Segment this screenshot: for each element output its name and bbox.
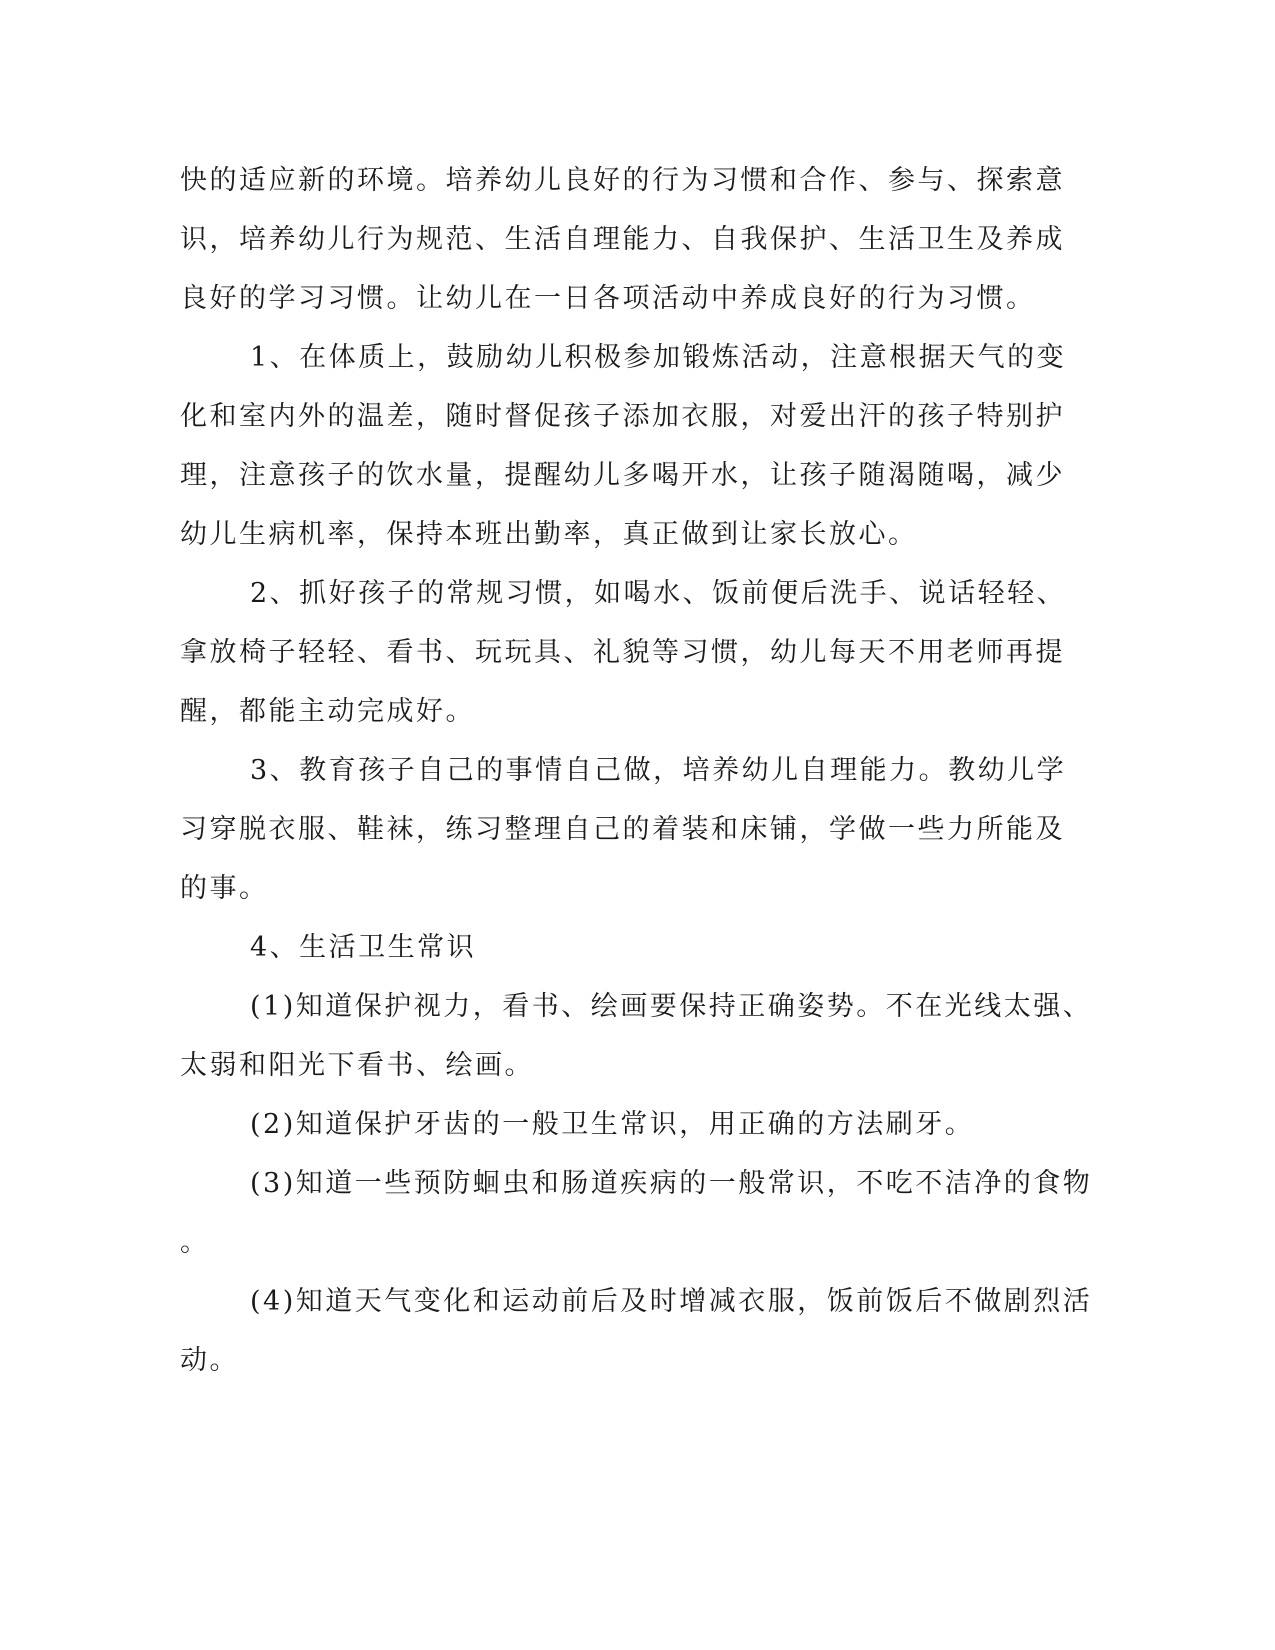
text-line: 快的适应新的环境。培养幼儿良好的行为习惯和合作、参与、探索意	[180, 165, 1065, 196]
text-line: 幼儿生病机率，保持本班出勤率，真正做到让家长放心。	[180, 519, 918, 550]
text-line: 的事。	[180, 873, 269, 904]
text-line: 习穿脱衣服、鞋袜，练习整理自己的着装和床铺，学做一些力所能及	[180, 814, 1065, 845]
document-body	[180, 151, 1093, 1390]
text-line: 良好的学习习惯。让幼儿在一日各项活动中养成良好的行为习惯。	[180, 283, 1036, 314]
text-line: (2)知道保护牙齿的一般卫生常识，用正确的方法刷牙。	[250, 1109, 975, 1140]
text-line: 理，注意孩子的饮水量，提醒幼儿多喝开水，让孩子随渴随喝，减少	[180, 460, 1065, 491]
text-line: 太弱和阳光下看书、绘画。	[180, 1050, 534, 1081]
text-line: 化和室内外的温差，随时督促孩子添加衣服，对爱出汗的孩子特别护	[180, 401, 1065, 432]
text-line: 1、在体质上，鼓励幼儿积极参加锻炼活动，注意根据天气的变	[250, 342, 1067, 373]
text-line: (1)知道保护视力，看书、绘画要保持正确姿势。不在光线太强、	[250, 991, 1093, 1022]
text-line: 识，培养幼儿行为规范、生活自理能力、自我保护、生活卫生及养成	[180, 224, 1065, 255]
text-line: 动。	[180, 1345, 239, 1376]
text-line: 拿放椅子轻轻、看书、玩玩具、礼貌等习惯，幼儿每天不用老师再提	[180, 637, 1065, 668]
text-line: (4)知道天气变化和运动前后及时增减衣服，饭前饭后不做剧烈活	[250, 1286, 1093, 1317]
text-line: (3)知道一些预防蛔虫和肠道疾病的一般常识，不吃不洁净的食物	[250, 1168, 1093, 1199]
text-line: 2、抓好孩子的常规习惯，如喝水、饭前便后洗手、说话轻轻、	[250, 578, 1067, 609]
text-line: 3、教育孩子自己的事情自己做，培养幼儿自理能力。教幼儿学	[250, 755, 1067, 786]
text-line: 。	[180, 1227, 210, 1258]
text-line: 4、生活卫生常识	[250, 932, 477, 963]
text-line: 醒，都能主动完成好。	[180, 696, 475, 727]
